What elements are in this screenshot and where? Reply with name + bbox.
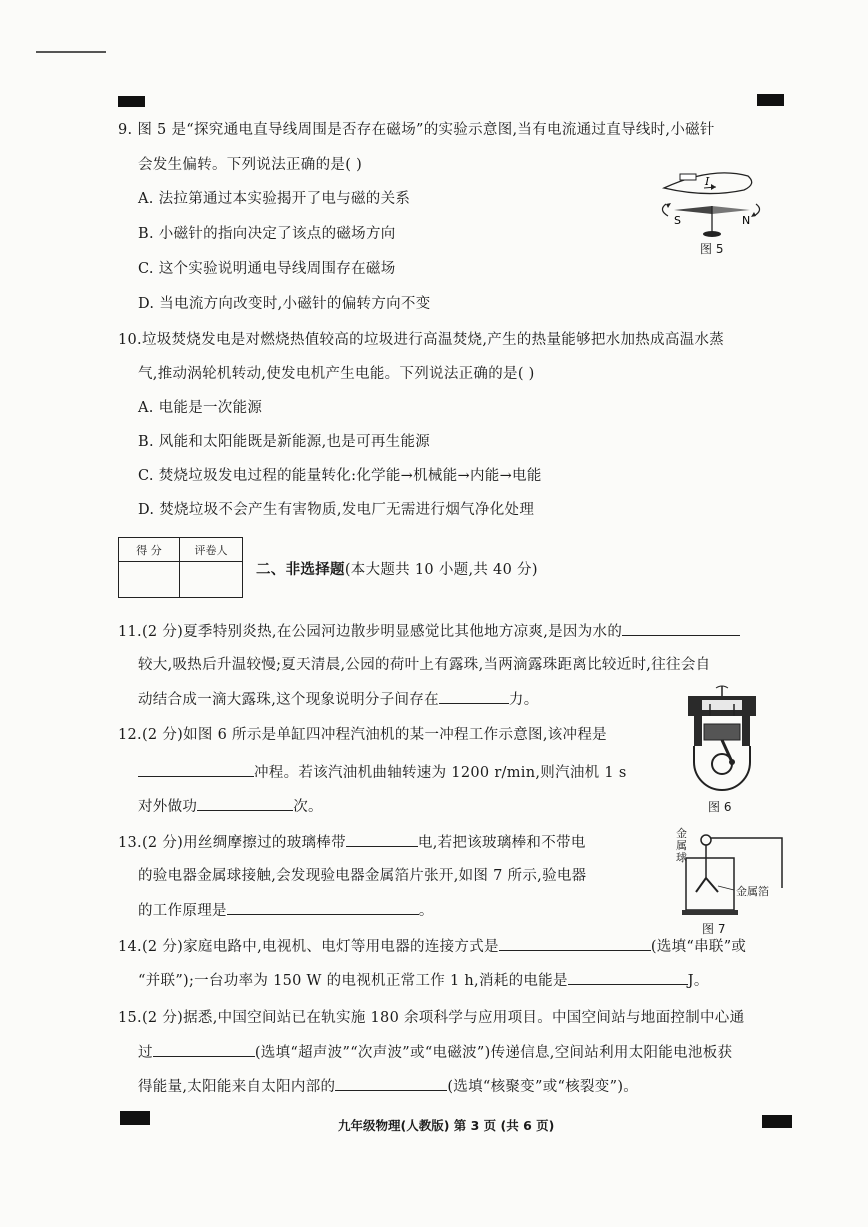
q9-option-d: D. 当电流方向改变时,小磁针的偏转方向不变 <box>138 296 431 312</box>
q15-line2 <box>138 1042 732 1063</box>
figure-7-caption: 图 7 <box>702 922 726 936</box>
q14-answer-blank-2[interactable] <box>568 970 688 985</box>
score-cell[interactable] <box>119 562 180 598</box>
q13-line3 <box>138 900 434 921</box>
q14-line1 <box>118 936 746 957</box>
registration-mark-top-right <box>757 94 784 106</box>
q9-stem-line2: 会发生偏转。下列说法正确的是( ) <box>138 157 363 173</box>
q10-stem-line1: 10.垃圾焚烧发电是对燃烧热值较高的垃圾进行高温焚烧,产生的热量能够把水加热成高温水蒸 <box>118 332 725 348</box>
q15-line1: 15.(2 分)据悉,中国空间站已在轨实施 180 余项科学与应用项目。中国空间站与地面控制中心通 <box>118 1010 745 1026</box>
q11-answer-blank-2[interactable] <box>439 689 509 704</box>
q11-line1 <box>118 621 740 642</box>
grader-header: 评卷人 <box>180 538 243 562</box>
registration-mark-bottom-right <box>762 1115 792 1128</box>
figure-5-current-label: I <box>705 175 710 188</box>
q12-line1: 12.(2 分)如图 6 所示是单缸四冲程汽油机的某一冲程工作示意图,该冲程是 <box>118 727 607 743</box>
q15-answer-blank-2[interactable] <box>335 1076 447 1091</box>
q10-option-c: C. 焚烧垃圾发电过程的能量转化:化学能→机械能→内能→电能 <box>138 468 542 484</box>
grader-cell[interactable] <box>180 562 243 598</box>
score-table <box>118 537 243 598</box>
q11-answer-blank-1[interactable] <box>622 621 740 636</box>
q9-stem-line1: 9. 图 5 是“探究通电直导线周围是否存在磁场”的实验示意图,当有电流通过直导线时,小磁针 <box>118 122 715 138</box>
q15-line3 <box>138 1076 638 1097</box>
q11-line3 <box>138 689 539 710</box>
q12-answer-blank-1[interactable] <box>138 762 254 777</box>
q12-answer-blank-2[interactable] <box>197 796 293 811</box>
figure-5-north-label: N <box>742 214 751 227</box>
figure-5-caption: 图 5 <box>700 242 724 256</box>
q15-text-2b: (选填“超声波”“次声波”或“电磁波”)传递信息,空间站利用太阳能电池板获 <box>254 1045 733 1061</box>
q14-text-1b: (选填“串联”或 <box>650 939 747 955</box>
q12-text-2: 冲程。若该汽油机曲轴转速为 1200 r/min,则汽油机 1 s <box>254 765 627 781</box>
q13-text-1a: 13.(2 分)用丝绸摩擦过的玻璃棒带 <box>118 835 346 851</box>
registration-mark-top-left <box>118 96 145 107</box>
q13-line1 <box>118 832 586 853</box>
q15-text-2a: 过 <box>138 1045 153 1061</box>
figure-7-ball-label: 金属球 <box>676 827 687 864</box>
q12-text-3a: 对外做功 <box>138 799 198 815</box>
q14-text-1a: 14.(2 分)家庭电路中,电视机、电灯等用电器的连接方式是 <box>118 939 499 955</box>
q14-text-2b: J。 <box>687 973 709 989</box>
q12-line3 <box>138 796 323 817</box>
scan-line <box>36 51 106 53</box>
q13-text-3a: 的工作原理是 <box>138 903 227 919</box>
page-footer: 九年级物理(人教版) 第 3 页 (共 6 页) <box>338 1118 555 1133</box>
q13-line2: 的验电器金属球接触,会发现验电器金属箔片张开,如图 7 所示,验电器 <box>138 868 587 884</box>
figure-6-drawing <box>680 684 764 796</box>
q14-text-2a: “并联”);一台功率为 150 W 的电视机正常工作 1 h,消耗的电能是 <box>138 973 568 989</box>
section-2-title: 二、非选择题 <box>256 562 345 578</box>
q13-answer-blank-2[interactable] <box>227 900 419 915</box>
q11-line2: 较大,吸热后升温较慢;夏天清晨,公园的荷叶上有露珠,当两滴露珠距离比较近时,往往会自 <box>138 657 711 673</box>
section-2-heading <box>256 560 538 580</box>
section-2-note: (本大题共 10 小题,共 40 分) <box>344 562 538 578</box>
q13-text-1b: 电,若把该玻璃棒和不带电 <box>417 835 586 851</box>
q13-answer-blank-1[interactable] <box>346 832 418 847</box>
q10-option-b: B. 风能和太阳能既是新能源,也是可再生能源 <box>138 434 431 450</box>
q10-option-d: D. 焚烧垃圾不会产生有害物质,发电厂无需进行烟气净化处理 <box>138 502 535 518</box>
score-header: 得 分 <box>119 538 180 562</box>
q12-line2 <box>138 762 627 783</box>
q15-text-3b: (选填“核聚变”或“核裂变”)。 <box>447 1079 639 1095</box>
q13-text-3b: 。 <box>418 903 434 919</box>
figure-6-caption: 图 6 <box>708 800 732 814</box>
figure-6 <box>680 684 764 796</box>
q11-text-1: 11.(2 分)夏季特别炎热,在公园河边散步明显感觉比其他地方凉爽,是因为水的 <box>118 624 623 640</box>
q11-text-3a: 动结合成一滴大露珠,这个现象说明分子间存在 <box>138 692 439 708</box>
figure-7-drawing <box>676 828 786 920</box>
q14-line2 <box>138 970 709 991</box>
q15-text-3a: 得能量,太阳能来自太阳内部的 <box>138 1079 336 1095</box>
figure-5-south-label: S <box>674 214 681 227</box>
q9-option-b: B. 小磁针的指向决定了该点的磁场方向 <box>138 226 396 242</box>
q10-option-a: A. 电能是一次能源 <box>138 400 263 416</box>
q12-text-3b: 次。 <box>293 799 323 815</box>
q9-option-c: C. 这个实验说明通电导线周围存在磁场 <box>138 261 396 277</box>
figure-7 <box>676 828 786 920</box>
q9-option-a: A. 法拉第通过本实验揭开了电与磁的关系 <box>138 191 411 207</box>
registration-mark-bottom-left <box>120 1111 150 1125</box>
q15-answer-blank-1[interactable] <box>153 1042 255 1057</box>
figure-7-foil-label: 金属箔 <box>736 885 769 898</box>
q14-answer-blank-1[interactable] <box>499 936 651 951</box>
q11-text-3b: 力。 <box>508 692 539 708</box>
q10-stem-line2: 气,推动涡轮机转动,使发电机产生电能。下列说法正确的是( ) <box>138 366 535 382</box>
